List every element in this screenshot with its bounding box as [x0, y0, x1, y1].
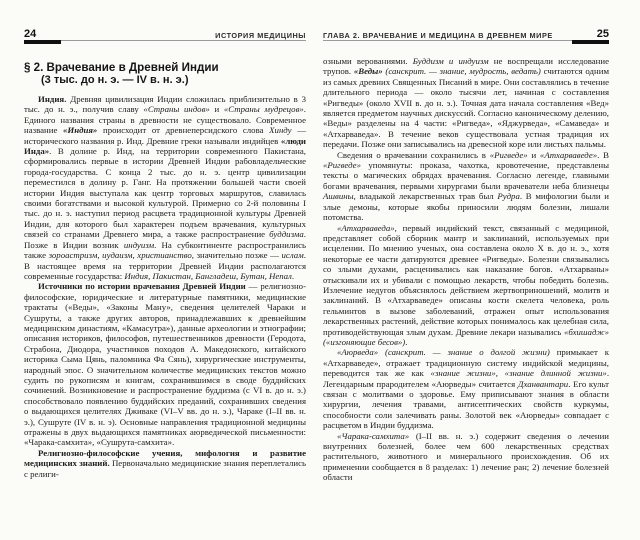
- right-running-header: ГЛАВА 2. ВРАЧЕВАНИЕ И МЕДИЦИНА В ДРЕВНЕМ МИРЕ: [323, 31, 553, 40]
- section-title: § 2. Врачевание в Древней Индии: [24, 61, 219, 74]
- paragraph-sources: Источники по истории врачевания Древней Индии — религиозно-философские, юридические и литературные памятники, медицинские трактаты («Веды», «Законы Ману», сведения целителей Чараки и Сушруты, а также других авторов, принадлежавших к древнейшим медицинским династиям, «Камасутра»), данные археологии и этнографии; описания историков, философов, путешественников древности (Геродота, Страбона, Диодора, участников походов А. Македонского, китайского историка Сыма Цянь, паломника Фа Сянь), хирургические инструменты, народный эпос. О значительном количестве медицинских текстов можно судить по рукописям и книгам, сохранившимся в своде буддийских сочинений. Возникновение и распространение буддизма (с VI в. до н. э.) способствовало появлению буддийских преданий, сохранивших сведения о выдающихся целителях Дживаке (VI–V вв. до н. э.), Чараке (I–II вв. н. э.), Сушруте (IV в. н. э). Основные направления традиционной медицины отражены в двух выдающихся памятниках аюрведической письменности: «Чарака-самхита», «Сушрута-самхита».: [24, 281, 306, 448]
- right-page-number: 25: [596, 28, 609, 40]
- right-page: [323, 26, 609, 483]
- paragraph-ayurveda: «Аюрведа» (санскрит. — знание о долгой жизни) примыкает к «Атхарваведе», отражает традиционную систему индийской медицины, переводится так же как «знание жизни», «знание длинной жизни». Легендарным прародителем «Аюрведы» считается Дханвантари. Его культ связан с молитвами о здоровье. Ему приписывают знания в области хирургии, лечения травами, антисептических свойств куркумы, способности соли залечивать раны. Золотой век «Аюрведы» совпадает с расцветом в Индии буддизма.: [323, 347, 610, 431]
- paragraph-india-intro: Индия. Древняя цивилизация Индии сложилась приблизительно в 3 тыс. до н. э., получив славу «Страны индов» и «Страны мудрецов». Единого названия страны в древности не существовало. Современное название «Индия» происходит от древнеперсидского слова Хинду — исторического названия р. Инд. Древние греки называли индийцев «люди Инда». В долине р. Инд, на территории современного Пакистана, сформировались первые в истории Древней Индии рабовладельческие города-государства. С конца 2 тыс. до н. э. центр цивилизации переместился в долину р. Ганг. На протяжении большей части своей истории Индия выступала как центр торговых маршрутов, славилась своими богатствами и высокой культурой. Примерно со 2-й половины I тыс. до н. э. наступил период расцвета традиционной культуры Древней Индии, для которого был характерен подъем врачевания, культурных связей со странами Древнего мира, а также распространение буддизма. Позже в Индии возник индуизм. На субконтиненте распространились также зороастризм, иудаизм, христианство, значительно позже — ислам. В настоящее время на территории Древней Индии располагаются современные государства: Индия, Пакистан, Бангладеш, Бутан, Непал.: [24, 94, 306, 281]
- left-page-number: 24: [24, 28, 37, 40]
- left-page-body: [24, 94, 306, 479]
- left-page: [24, 26, 306, 479]
- paragraph-vedas: озными верованиями. Буддизм и индуизм не воспрещали исследование трупов. «Веды» (санскрит. — знание, мудрость, ведать) считаются одним из самых древних Священных Писаний в мире. Они составлялись в течение длительного периода — около тысячи лет, начиная с составления «Ригведы» (около XVII в. до н. э.). Точная дата начала составления «Вед» является предметом научных дискуссий. Согласно каноническому делению, «Веды» разделены на 4 части: «Ригведа», «Яджурведа», «Самаведа» и «Атхарваведа». В течение веков существовала устная традиция их передачи. Позже они записывались на древесной коре или листьях пальмы.: [323, 56, 610, 150]
- right-page-body: [323, 56, 609, 483]
- paragraph-rigveda-healing: Сведения о врачевании сохранились в «Ригведе» и «Атхарваведе». В «Ригведе» упомянуты: проказа, чахотка, кровотечение, представлены тексты о магических обрядах врачевания. Согласно легенде, главными богами врачевания, первыми хирургами были врачеватели неба близнецы Ашвины, владыкой лекарственных трав был Рудра. В мифологии были и злые демоны, которые якобы приносили людям болезни, лишали потомства.: [323, 149, 610, 223]
- section-subtitle: (3 тыс. до н. э. — IV в. н. э.): [41, 74, 189, 86]
- paragraph-charaka-samhita: «Чарака-самхита» (I–II вв. н. э.) содержит сведения о лечении внутренних болезней, более чем 600 лекарственных средствах растительного, животного и минерального происхождения. Об их применении сообщается в 8 разделах: 1) лечение ран; 2) лечение болезней области: [323, 430, 609, 483]
- right-page-header: [323, 26, 609, 41]
- right-page-number-bar: [572, 40, 609, 44]
- left-page-number-bar: [24, 40, 61, 44]
- paragraph-religious-teachings: Религиозно-философские учения, мифология и развитие медицинских знаний. Первоначально медицинские знания переплетались с религи-: [24, 447, 306, 479]
- paragraph-atharvaveda: «Атхарваведа», первый индийский текст, связанный с медициной, представляет собой сборник мантр и заклинаний, используемых при исцелении. По мнению ученых, она составлена около X в. до н. э., хотя некоторые ее части датируются древнее «Ригведы». Болезни связывались со злыми духами, расценивались как наказание богов. «Атхарваны» отыскивали их и убивали с помощью лекарств, чтобы победить болезнь. Излечение недугов объяснялось действием жертвоприношений, молитв и заклинаний. В «Атхарваведе» описаны кости скелета человека, роль гельминтов в вызове заболеваний, отражен опыт использования лекарственных растений, действие которых понималось как целебная сила, противодействующая злым духам. Древние лекари назывались «бхишадж» («изгоняющие бесов»).: [323, 222, 609, 347]
- left-running-header: ИСТОРИЯ МЕДИЦИНЫ: [215, 31, 306, 40]
- left-page-header: [24, 26, 306, 41]
